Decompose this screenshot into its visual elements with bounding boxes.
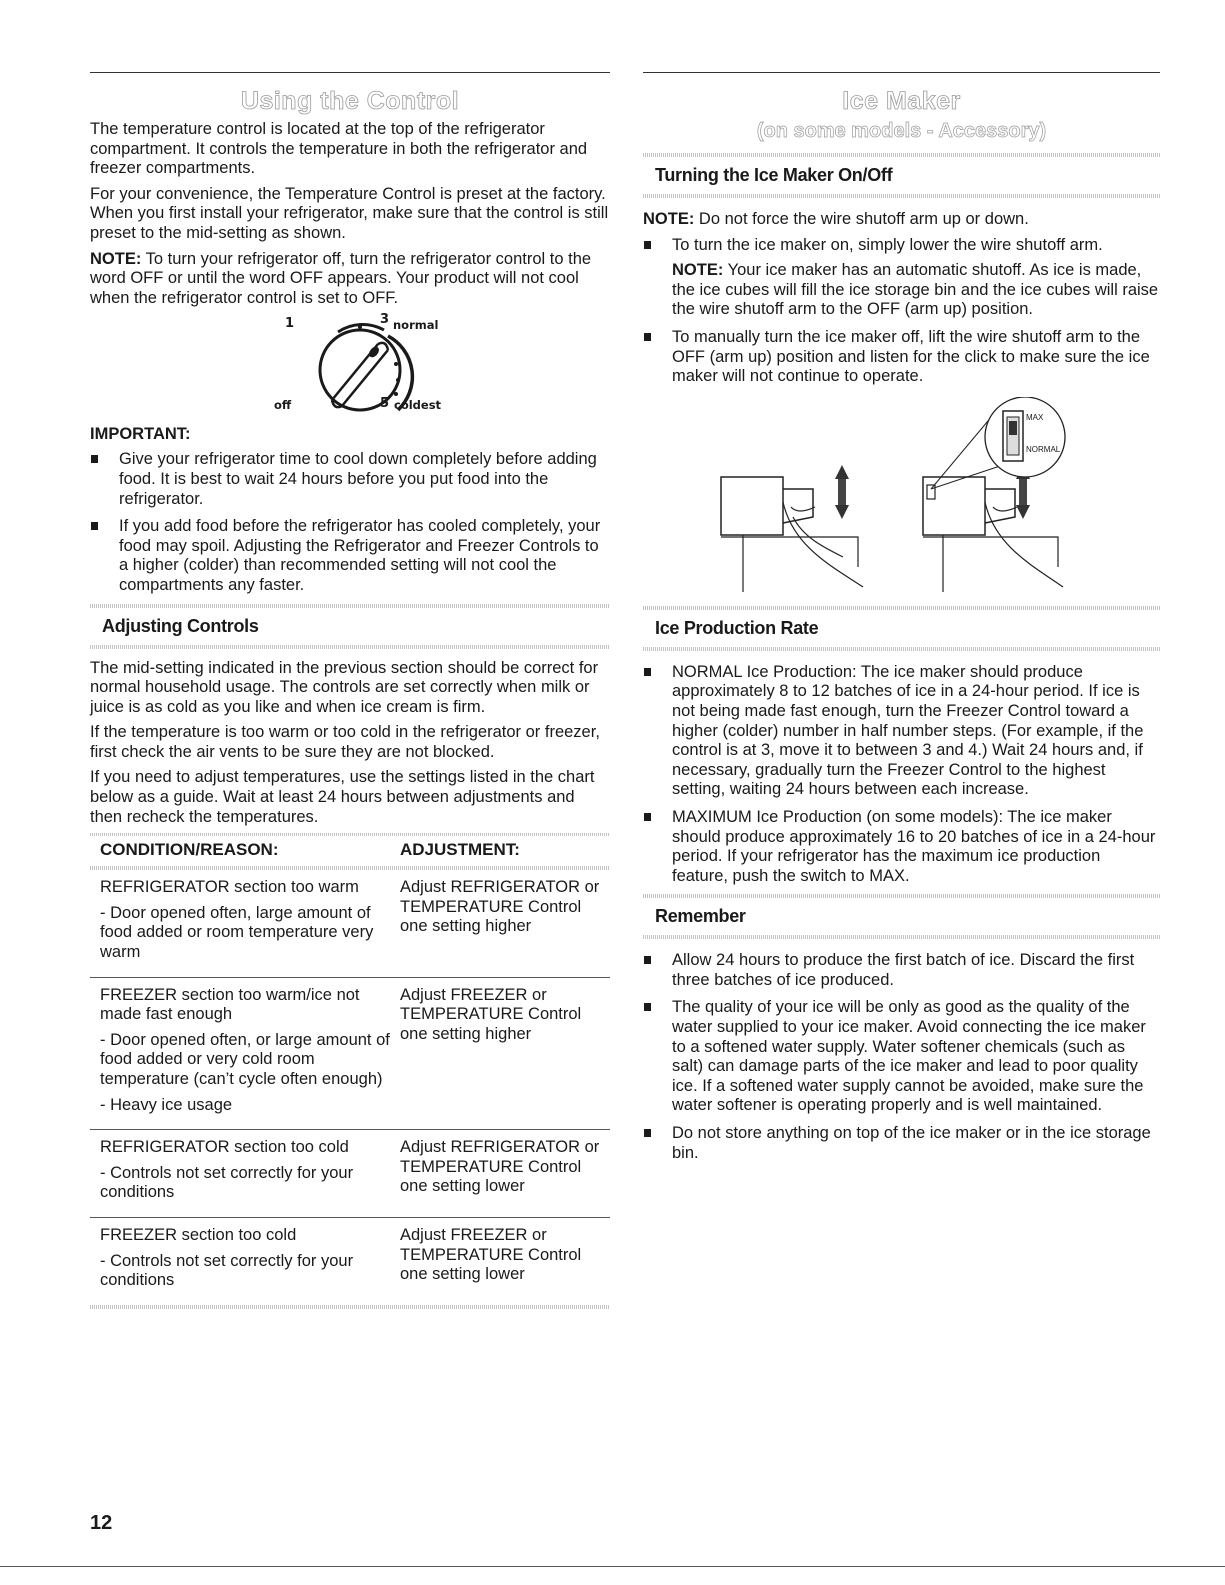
- bottom-rule: [0, 1566, 1225, 1567]
- note-label: NOTE:: [643, 210, 695, 228]
- condition-text: FREEZER section too cold: [100, 1225, 297, 1244]
- section-title-ice-maker: Ice Maker: [842, 87, 961, 115]
- list-item: If you add food before the refrigerator has cooled completely, your food may spoil. Adjusting the Refrigerator and Freezer Controls to a higher (colder) than recommended setting will not cool the compartments any faster.: [90, 517, 610, 595]
- table-row: [90, 977, 610, 1130]
- dial-label-off: off: [274, 398, 292, 413]
- adjustment-cell: Adjust REFRIGERATOR or TEMPERATURE Control one setting higher: [390, 870, 610, 977]
- production-rate-heading: Ice Production Rate: [655, 617, 819, 638]
- condition-cell: [90, 1130, 390, 1218]
- list-item: Do not store anything on top of the ice maker or in the ice storage bin.: [643, 1124, 1160, 1163]
- column-header-adjustment: ADJUSTMENT:: [400, 840, 520, 860]
- shaded-rule: [90, 604, 610, 608]
- onoff-heading: Turning the Ice Maker On/Off: [655, 165, 893, 185]
- note-paragraph: [90, 250, 610, 309]
- onoff-note: [643, 210, 1160, 230]
- condition-cell: [90, 870, 390, 977]
- temperature-dial-illustration: [90, 314, 610, 419]
- onoff-subnote: [672, 261, 1160, 320]
- top-rule: [90, 72, 610, 73]
- note-text: To turn your refrigerator off, turn the refrigerator control to the word OFF or until the word OFF appears. Your product will not cool when the refrigerator control is set to OFF.: [90, 249, 592, 307]
- shaded-rule: [643, 606, 1160, 610]
- list-item: Allow 24 hours to produce the first batch of ice. Discard the first three batches of ice produced.: [643, 951, 1160, 990]
- important-list: [90, 450, 610, 595]
- intro-paragraph-2: For your convenience, the Temperature Control is preset at the factory. When you first install your refrigerator, make sure that the control is still preset to the mid-setting as shown.: [90, 184, 609, 242]
- note-text: Do not force the wire shutoff arm up or down.: [694, 210, 1029, 228]
- shaded-rule: [643, 194, 1160, 198]
- table-row: [90, 1217, 610, 1304]
- adjustment-cell: Adjust FREEZER or TEMPERATURE Control one setting higher: [390, 977, 610, 1130]
- table-row: [90, 870, 610, 977]
- dial-label-3: 3: [380, 312, 390, 328]
- table-row: [90, 1130, 610, 1218]
- note-label: NOTE:: [90, 249, 142, 268]
- dial-label-1: 1: [285, 316, 295, 332]
- adjustment-table: [90, 836, 610, 1305]
- remember-heading: Remember: [655, 906, 746, 927]
- adjusting-paragraph-3: If you need to adjust temperatures, use the settings listed in the chart below as a guide. Wait at least 24 hours between adjustments and then recheck the temperatures.: [90, 768, 595, 826]
- list-item: To manually turn the ice maker off, lift the wire shutoff arm to the OFF (arm up) position and listen for the click to make sure the ice maker will not continue to operate.: [643, 328, 1160, 387]
- top-rule: [643, 72, 1160, 73]
- adjusting-controls-heading: Adjusting Controls: [102, 615, 259, 636]
- condition-cell: [90, 1217, 390, 1304]
- section-subtitle: (on some models - Accessory): [756, 120, 1047, 142]
- condition-cell: [90, 977, 390, 1130]
- list-item: The quality of your ice will be only as good as the quality of the water supplied to your ice maker. Avoid connecting the ice maker to a softened water supply. Water softener chemicals (such as salt) can damage parts of the ice maker and lead to poor quality ice. If a softened water supply cannot be avoided, make sure the water softener is operating properly and is well maintained.: [643, 998, 1160, 1116]
- reason-text: - Controls not set correctly for your conditions: [100, 1251, 354, 1290]
- important-label: IMPORTANT:: [90, 425, 191, 444]
- switch-label-max: MAX: [1026, 412, 1044, 422]
- ice-maker-arm-icon: [643, 397, 1160, 592]
- list-item: [643, 236, 1160, 320]
- dial-label-normal: normal: [393, 318, 439, 333]
- list-item-text: To turn the ice maker on, simply lower the wire shutoff arm.: [672, 235, 1103, 254]
- shaded-rule: [90, 1305, 610, 1309]
- shaded-rule: [643, 935, 1160, 939]
- onoff-list: [643, 236, 1160, 387]
- list-item: Give your refrigerator time to cool down completely before adding food. It is best to wait 24 hours before you put food into the refrigerator.: [90, 450, 610, 509]
- section-title-using-control: Using the Control: [240, 87, 460, 115]
- remember-list: [643, 951, 1160, 1163]
- production-list: [643, 663, 1160, 887]
- adjusting-paragraph-1: The mid-setting indicated in the previous section should be correct for normal household usage. The controls are set correctly when milk or juice is as cold as you like and when ice cream is firm.: [90, 658, 599, 716]
- left-column: [90, 72, 610, 1309]
- reason-text: - Door opened often, or large amount of food added or very cold room temperature (can’t cycle often enough): [100, 1030, 390, 1088]
- shaded-rule: [643, 647, 1160, 651]
- shaded-rule: [643, 153, 1160, 157]
- condition-text: REFRIGERATOR section too cold: [100, 1138, 349, 1157]
- shaded-rule: [90, 645, 610, 649]
- reason-text: - Controls not set correctly for your conditions: [100, 1163, 354, 1202]
- ice-maker-illustration: [643, 397, 1160, 592]
- shaded-rule: [643, 894, 1160, 898]
- dial-label-5: 5: [380, 396, 390, 412]
- adjusting-paragraph-2: If the temperature is too warm or too cold in the refrigerator or freezer, first check the air vents to be sure they are not blocked.: [90, 723, 600, 761]
- note-label: NOTE:: [672, 261, 724, 280]
- adjustment-cell: Adjust FREEZER or TEMPERATURE Control one setting lower: [400, 1225, 582, 1284]
- page-number: 12: [90, 1512, 113, 1534]
- condition-text: FREEZER section too warm/ice not made fast enough: [100, 985, 360, 1024]
- condition-text: REFRIGERATOR section too warm: [100, 878, 359, 897]
- reason-text: - Heavy ice usage: [100, 1095, 233, 1114]
- adjustment-cell: Adjust REFRIGERATOR or TEMPERATURE Control one setting lower: [390, 1130, 610, 1218]
- intro-paragraph-1: The temperature control is located at the top of the refrigerator compartment. It controls the temperature in both the refrigerator and freezer compartments.: [90, 120, 588, 178]
- list-item: MAXIMUM Ice Production (on some models): The ice maker should produce approximately 16 to 20 batches of ice in a 24-hour period. If your refrigerator has the maximum ice production feature, push the switch to MAX.: [643, 808, 1160, 886]
- dial-label-coldest: coldest: [394, 398, 442, 413]
- reason-text: - Door opened often, large amount of food added or room temperature very warm: [100, 903, 374, 962]
- note-text: Your ice maker has an automatic shutoff. As ice is made, the ice cubes will fill the ice storage bin and the ice cubes will raise the wire shutoff arm to the OFF (arm up) position.: [672, 261, 1159, 319]
- list-item: NORMAL Ice Production: The ice maker should produce approximately 8 to 12 batches of ice in a 24-hour period. If ice is not being made fast enough, turn the Freezer Control toward a higher (colder) number in half number steps. (For example, if the control is at 3, move it to between 3 and 4.) Wait 24 hours and, if necessary, gradually turn the Freezer Control to the highest setting, waiting 24 hours between each increase.: [643, 663, 1160, 800]
- switch-label-normal: NORMAL: [1026, 444, 1061, 454]
- right-column: [643, 72, 1160, 1171]
- column-header-condition: CONDITION/REASON:: [100, 840, 279, 860]
- table-header-row: [90, 836, 610, 866]
